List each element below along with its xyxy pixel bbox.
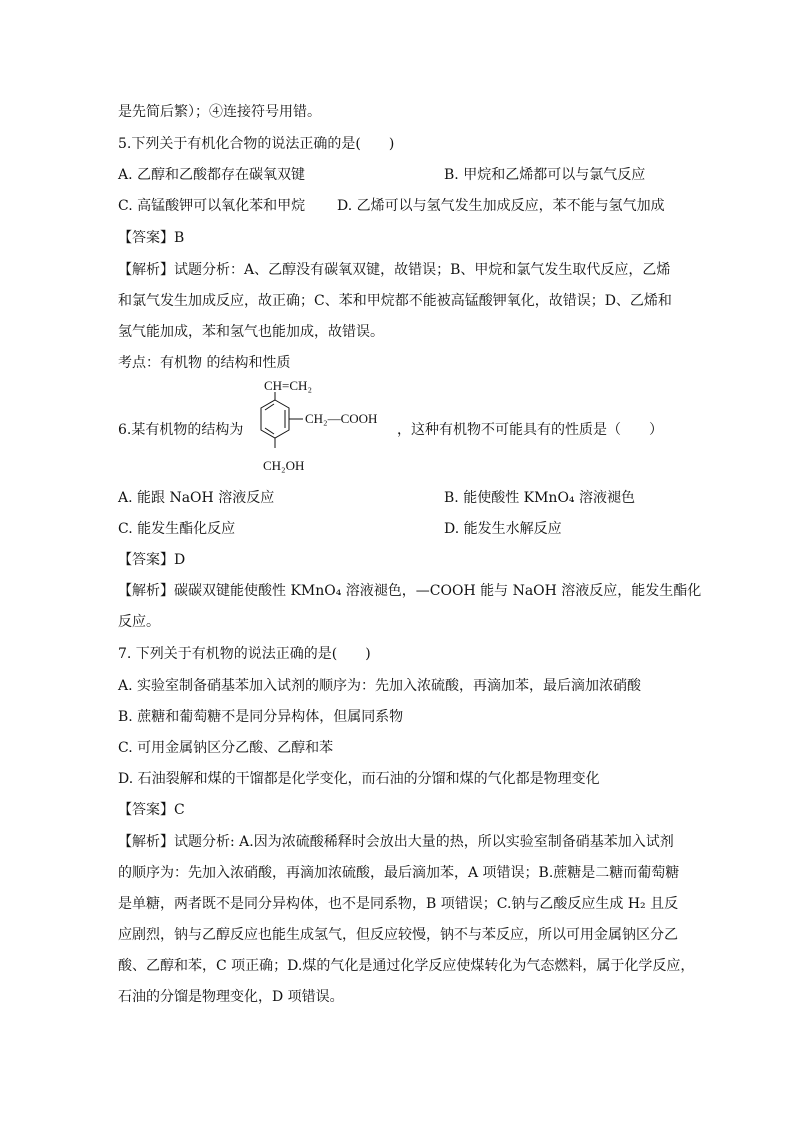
q5-option-c: C. 高锰酸钾可以氧化苯和甲烷 [118,198,306,214]
q7-explanation-4: 应剧烈，钠与乙醇反应也能生成氢气，但反应较慢，钠不与苯反应，所以可用金属钠区分乙 [118,927,678,943]
q6-answer: 【答案】D [118,552,186,568]
q7-explanation-1: 【解析】试题分析: A.因为浓硫酸稀释时会放出大量的热，所以实验室制备硝基苯加入试剂 [118,834,674,850]
q5-explanation-1: 【解析】试题分析：A、乙醇没有碳氧双键，故错误；B、甲烷和氯气发生取代反应，乙烯 [118,262,671,278]
top-group-label: CH=CH₂ [264,378,312,393]
q7-option-b: B. 蔗糖和葡萄糖不是同分异构体，但属同系物 [118,709,404,725]
q5-explanation-2: 和氯气发生加成反应，故正确；C、苯和甲烷都不能被高锰酸钾氧化，故错误；D、乙烯和 [118,293,672,309]
q5-option-d: D. 乙烯可以与氢气发生加成反应，苯不能与氢气加成 [337,198,665,214]
q6-option-c: C. 能发生酯化反应 [118,521,236,537]
q5-answer: 【答案】B [118,230,185,246]
q5-knowledge-point: 考点：有机物 的结构和性质 [118,355,291,371]
q5-explanation-3: 氢气能加成，苯和氢气也能加成，故错误。 [118,324,384,340]
q6-explanation-1: 【解析】碳碳双键能使酸性 KMnO₄ 溶液褪色，—COOH 能与 NaOH 溶液反应，能发生酯化 [118,583,702,599]
q7-option-a: A. 实验室制备硝基苯加入试剂的顺序为：先加入浓硫酸，再滴加苯，最后滴加浓硝酸 [118,678,642,694]
bottom-group-label: CH₂OH [263,458,305,473]
question-5-stem: 5.下列关于有机化合物的说法正确的是( ) [118,136,395,152]
q5-option-a: A. 乙醇和乙酸都存在碳氧双键 [118,167,306,183]
q5-option-b: B. 甲烷和乙烯都可以与氯气反应 [444,167,646,183]
text-line: 是先简后繁）；④连接符号用错。 [118,104,321,120]
q6-option-a: A. 能跟 NaOH 溶液反应 [118,490,275,506]
q7-explanation-5: 酸、乙醇和苯，C 项正确；D.煤的气化是通过化学反应使煤转化为气态燃料，属于化学反应， [118,958,695,974]
q6-explanation-2: 反应。 [118,614,160,630]
q7-explanation-3: 是单糖，两者既不是同分异构体，也不是同系物，B 项错误；C.钠与乙酸反应生成 H₂ 且反 [118,896,679,912]
q7-option-c: C. 可用金属钠区分乙酸、乙醇和苯 [118,740,334,756]
q6-option-b: B. 能使酸性 KMnO₄ 溶液褪色 [444,490,635,506]
side-group-label: CH₂—COOH [305,411,378,426]
q6-option-d: D. 能发生水解反应 [444,521,562,537]
question-6-suffix: ，这种有机物不可能具有的性质是（ ） [397,422,663,438]
question-7-stem: 7. 下列关于有机物的说法正确的是( ) [118,646,371,662]
question-6-prefix: 6.某有机物的结构为 [118,422,244,438]
q7-answer: 【答案】C [118,802,185,818]
q7-explanation-2: 的顺序为：先加入浓硝酸，再滴加浓硫酸，最后滴加苯，A 项错误；B.蔗糖是二糖而葡萄糖 [118,865,680,881]
q7-option-d: D. 石油裂解和煤的干馏都是化学变化，而石油的分馏和煤的气化都是物理变化 [118,771,600,787]
q7-explanation-6: 石油的分馏是物理变化，D 项错误。 [118,989,344,1005]
structure-formula [243,378,403,478]
